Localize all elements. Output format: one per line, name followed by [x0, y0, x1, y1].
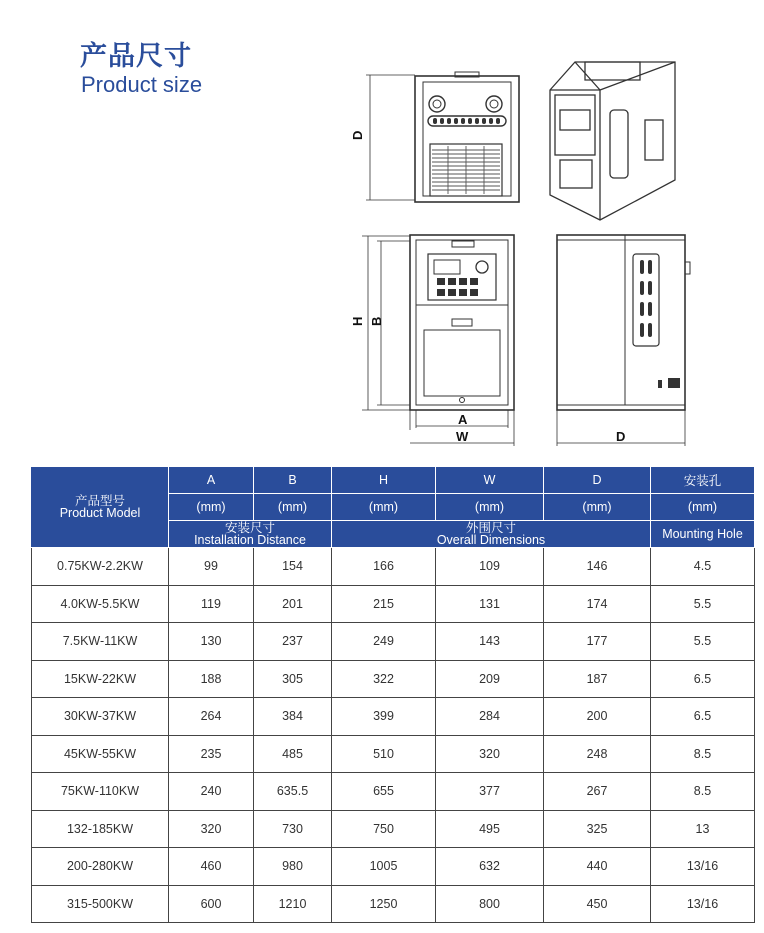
table-row	[32, 548, 755, 586]
col-header-d: D	[544, 467, 651, 494]
cell-b: 305	[254, 660, 332, 698]
cell-b: 635.5	[254, 773, 332, 811]
cell-b: 980	[254, 848, 332, 886]
cell-w: 284	[436, 698, 544, 736]
cell-w: 632	[436, 848, 544, 886]
page-title-cn: 产品尺寸	[80, 41, 192, 72]
group-overall-en: Overall Dimensions	[436, 533, 546, 547]
cell-a: 600	[169, 885, 254, 923]
unit-h: (mm)	[332, 494, 436, 521]
table-row	[32, 585, 755, 623]
table-row	[32, 773, 755, 811]
cell-w: 143	[436, 623, 544, 661]
cell-h: 1005	[332, 848, 436, 886]
cell-w: 209	[436, 660, 544, 698]
cell-b: 730	[254, 810, 332, 848]
isometric-view-drawing	[550, 62, 675, 220]
label-w: W	[456, 429, 469, 444]
cell-model: 132-185KW	[32, 810, 169, 848]
cell-hole: 6.5	[651, 660, 755, 698]
cell-h: 510	[332, 735, 436, 773]
dimension-table	[31, 466, 755, 923]
unit-b: (mm)	[254, 494, 332, 521]
table-row	[32, 623, 755, 661]
table-row	[32, 660, 755, 698]
front-view-drawing	[362, 235, 514, 446]
col-header-b: B	[254, 467, 332, 494]
col-header-hole: 安装孔	[651, 467, 755, 494]
cell-b: 237	[254, 623, 332, 661]
cell-d: 440	[544, 848, 651, 886]
mounting-hole-header: Mounting Hole	[651, 521, 755, 548]
label-a: A	[458, 412, 468, 427]
cell-h: 750	[332, 810, 436, 848]
label-d-top: D	[350, 130, 365, 140]
cell-h: 322	[332, 660, 436, 698]
unit-a: (mm)	[169, 494, 254, 521]
cell-hole: 8.5	[651, 773, 755, 811]
cell-d: 174	[544, 585, 651, 623]
group-install-en: Installation Distance	[194, 533, 306, 547]
col-header-w: W	[436, 467, 544, 494]
header-row-columns	[32, 467, 755, 494]
label-h: H	[350, 316, 365, 326]
cell-hole: 8.5	[651, 735, 755, 773]
col-header-h: H	[332, 467, 436, 494]
cell-d: 267	[544, 773, 651, 811]
cell-h: 399	[332, 698, 436, 736]
table-row	[32, 848, 755, 886]
cell-a: 119	[169, 585, 254, 623]
cell-model: 45KW-55KW	[32, 735, 169, 773]
unit-w: (mm)	[436, 494, 544, 521]
cell-w: 320	[436, 735, 544, 773]
cell-a: 320	[169, 810, 254, 848]
cell-w: 131	[436, 585, 544, 623]
cell-a: 264	[169, 698, 254, 736]
cell-a: 460	[169, 848, 254, 886]
cell-b: 384	[254, 698, 332, 736]
cell-hole: 5.5	[651, 585, 755, 623]
cell-w: 800	[436, 885, 544, 923]
cell-d: 325	[544, 810, 651, 848]
cell-hole: 13	[651, 810, 755, 848]
table-row	[32, 735, 755, 773]
cell-model: 75KW-110KW	[32, 773, 169, 811]
group-overall-header	[332, 521, 651, 548]
cell-d: 177	[544, 623, 651, 661]
cell-h: 1250	[332, 885, 436, 923]
cell-b: 485	[254, 735, 332, 773]
cell-hole: 13/16	[651, 848, 755, 886]
cell-model: 315-500KW	[32, 885, 169, 923]
cell-hole: 6.5	[651, 698, 755, 736]
cell-b: 201	[254, 585, 332, 623]
model-header	[32, 467, 169, 548]
table-row	[32, 810, 755, 848]
group-install-cn: 安装尺寸	[224, 521, 275, 535]
cell-d: 146	[544, 548, 651, 586]
cell-d: 450	[544, 885, 651, 923]
unit-hole: (mm)	[651, 494, 755, 521]
cell-a: 235	[169, 735, 254, 773]
cell-model: 30KW-37KW	[32, 698, 169, 736]
cell-d: 248	[544, 735, 651, 773]
cell-b: 154	[254, 548, 332, 586]
table-row	[32, 885, 755, 923]
group-install-header	[169, 521, 332, 548]
cell-d: 187	[544, 660, 651, 698]
group-overall-cn: 外围尺寸	[465, 521, 516, 535]
table-row	[32, 698, 755, 736]
dimension-drawings	[0, 0, 764, 460]
cell-b: 1210	[254, 885, 332, 923]
cell-a: 99	[169, 548, 254, 586]
top-view-drawing	[366, 72, 519, 202]
cell-model: 0.75KW-2.2KW	[32, 548, 169, 586]
page-title-en: Product size	[81, 72, 203, 97]
cell-model: 200-280KW	[32, 848, 169, 886]
cell-a: 240	[169, 773, 254, 811]
cell-w: 109	[436, 548, 544, 586]
cell-h: 655	[332, 773, 436, 811]
cell-hole: 5.5	[651, 623, 755, 661]
cell-model: 7.5KW-11KW	[32, 623, 169, 661]
cell-a: 130	[169, 623, 254, 661]
cell-d: 200	[544, 698, 651, 736]
side-view-drawing	[557, 235, 690, 446]
col-header-a: A	[169, 467, 254, 494]
cell-w: 377	[436, 773, 544, 811]
cell-h: 166	[332, 548, 436, 586]
cell-model: 15KW-22KW	[32, 660, 169, 698]
cell-model: 4.0KW-5.5KW	[32, 585, 169, 623]
model-header-en: Product Model	[59, 506, 141, 520]
cell-hole: 4.5	[651, 548, 755, 586]
cell-hole: 13/16	[651, 885, 755, 923]
cell-w: 495	[436, 810, 544, 848]
unit-d: (mm)	[544, 494, 651, 521]
cell-a: 188	[169, 660, 254, 698]
cell-h: 249	[332, 623, 436, 661]
label-d-side: D	[616, 429, 626, 444]
label-b: B	[369, 316, 384, 326]
cell-h: 215	[332, 585, 436, 623]
model-header-cn: 产品型号	[74, 494, 125, 508]
